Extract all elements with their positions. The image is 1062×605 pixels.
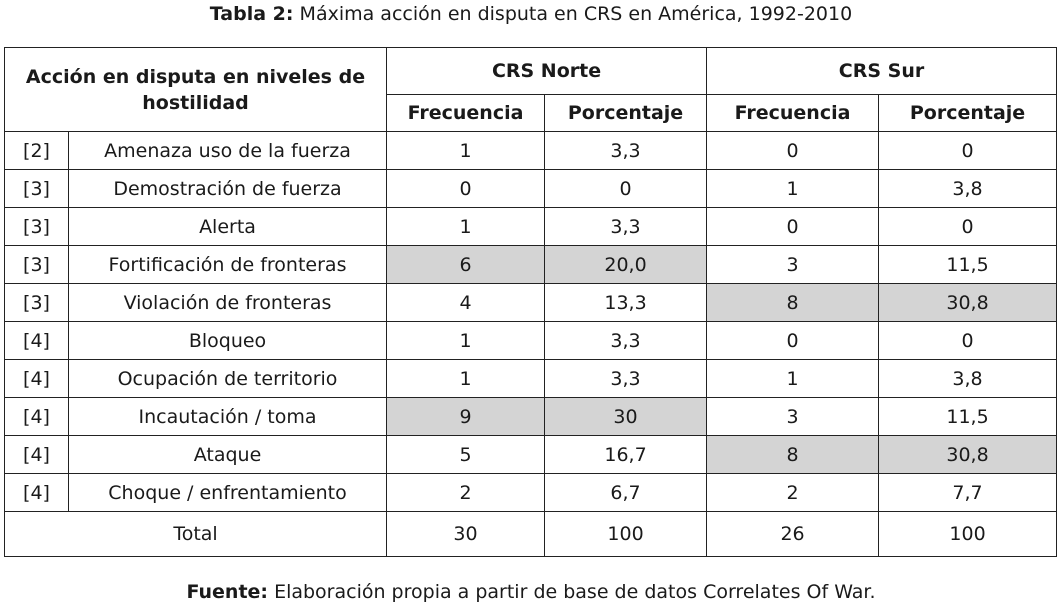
norte-freq-cell: 4 [387,284,545,322]
table-row [5,284,1057,322]
norte-freq-cell: 1 [387,360,545,398]
sur-pct-cell: 30,8 [879,436,1057,474]
norte-pct-cell: 3,3 [545,322,707,360]
total-norte-pct: 100 [545,512,707,557]
table-row [5,436,1057,474]
table-source-note [0,580,1062,604]
level-cell: [3] [5,246,69,284]
level-cell: [3] [5,170,69,208]
level-cell: [4] [5,474,69,512]
norte-freq-cell: 1 [387,132,545,170]
sur-pct-cell: 11,5 [879,398,1057,436]
action-cell: Alerta [69,208,387,246]
level-cell: [4] [5,436,69,474]
sur-pct-cell: 0 [879,132,1057,170]
action-cell: Ocupación de territorio [69,360,387,398]
norte-pct-cell: 13,3 [545,284,707,322]
sur-freq-cell: 8 [707,284,879,322]
level-cell: [2] [5,132,69,170]
total-row [5,512,1057,557]
sur-freq-cell: 1 [707,360,879,398]
sur-freq-cell: 0 [707,208,879,246]
header-sur-porcentaje: Porcentaje [879,95,1057,132]
norte-pct-cell: 20,0 [545,246,707,284]
table-row [5,170,1057,208]
table-row [5,322,1057,360]
action-cell: Amenaza uso de la fuerza [69,132,387,170]
norte-pct-cell: 3,3 [545,360,707,398]
level-cell: [3] [5,284,69,322]
norte-pct-cell: 16,7 [545,436,707,474]
action-cell: Choque / enfrentamiento [69,474,387,512]
sur-pct-cell: 30,8 [879,284,1057,322]
total-norte-freq: 30 [387,512,545,557]
table-row [5,474,1057,512]
total-sur-pct: 100 [879,512,1057,557]
header-sur-frecuencia: Frecuencia [707,95,879,132]
source-text: Elaboración propia a partir de base de datos Correlates Of War. [274,581,876,603]
norte-freq-cell: 0 [387,170,545,208]
total-label: Total [5,512,387,557]
table-row [5,246,1057,284]
level-cell: [4] [5,322,69,360]
norte-freq-cell: 2 [387,474,545,512]
level-cell: [4] [5,360,69,398]
total-sur-freq: 26 [707,512,879,557]
level-cell: [3] [5,208,69,246]
action-cell: Fortificación de fronteras [69,246,387,284]
table-row [5,208,1057,246]
source-label: Fuente: [186,581,269,603]
hostility-table [4,47,1057,557]
norte-freq-cell: 6 [387,246,545,284]
sur-freq-cell: 2 [707,474,879,512]
action-cell: Bloqueo [69,322,387,360]
sur-pct-cell: 11,5 [879,246,1057,284]
norte-freq-cell: 1 [387,208,545,246]
level-cell: [4] [5,398,69,436]
header-crs-sur: CRS Sur [707,48,1057,95]
sur-freq-cell: 3 [707,398,879,436]
norte-freq-cell: 5 [387,436,545,474]
sur-pct-cell: 3,8 [879,170,1057,208]
norte-pct-cell: 0 [545,170,707,208]
table-row [5,132,1057,170]
sur-pct-cell: 3,8 [879,360,1057,398]
sur-freq-cell: 8 [707,436,879,474]
norte-pct-cell: 6,7 [545,474,707,512]
header-row-groups [5,48,1057,95]
sur-freq-cell: 0 [707,132,879,170]
action-cell: Violación de fronteras [69,284,387,322]
sur-pct-cell: 0 [879,322,1057,360]
sur-freq-cell: 1 [707,170,879,208]
sur-pct-cell: 7,7 [879,474,1057,512]
action-cell: Ataque [69,436,387,474]
header-action: Acción en disputa en niveles de hostilidad [5,48,387,132]
caption-text: Máxima acción en disputa en CRS en América, 1992-2010 [299,3,853,25]
action-cell: Demostración de fuerza [69,170,387,208]
norte-freq-cell: 9 [387,398,545,436]
header-crs-norte: CRS Norte [387,48,707,95]
header-norte-frecuencia: Frecuencia [387,95,545,132]
table-row [5,398,1057,436]
action-cell: Incautación / toma [69,398,387,436]
header-norte-porcentaje: Porcentaje [545,95,707,132]
norte-pct-cell: 30 [545,398,707,436]
norte-pct-cell: 3,3 [545,132,707,170]
norte-pct-cell: 3,3 [545,208,707,246]
table-row [5,360,1057,398]
norte-freq-cell: 1 [387,322,545,360]
caption-label: Tabla 2: [209,3,294,25]
table-caption [0,2,1062,26]
sur-freq-cell: 0 [707,322,879,360]
sur-pct-cell: 0 [879,208,1057,246]
sur-freq-cell: 3 [707,246,879,284]
